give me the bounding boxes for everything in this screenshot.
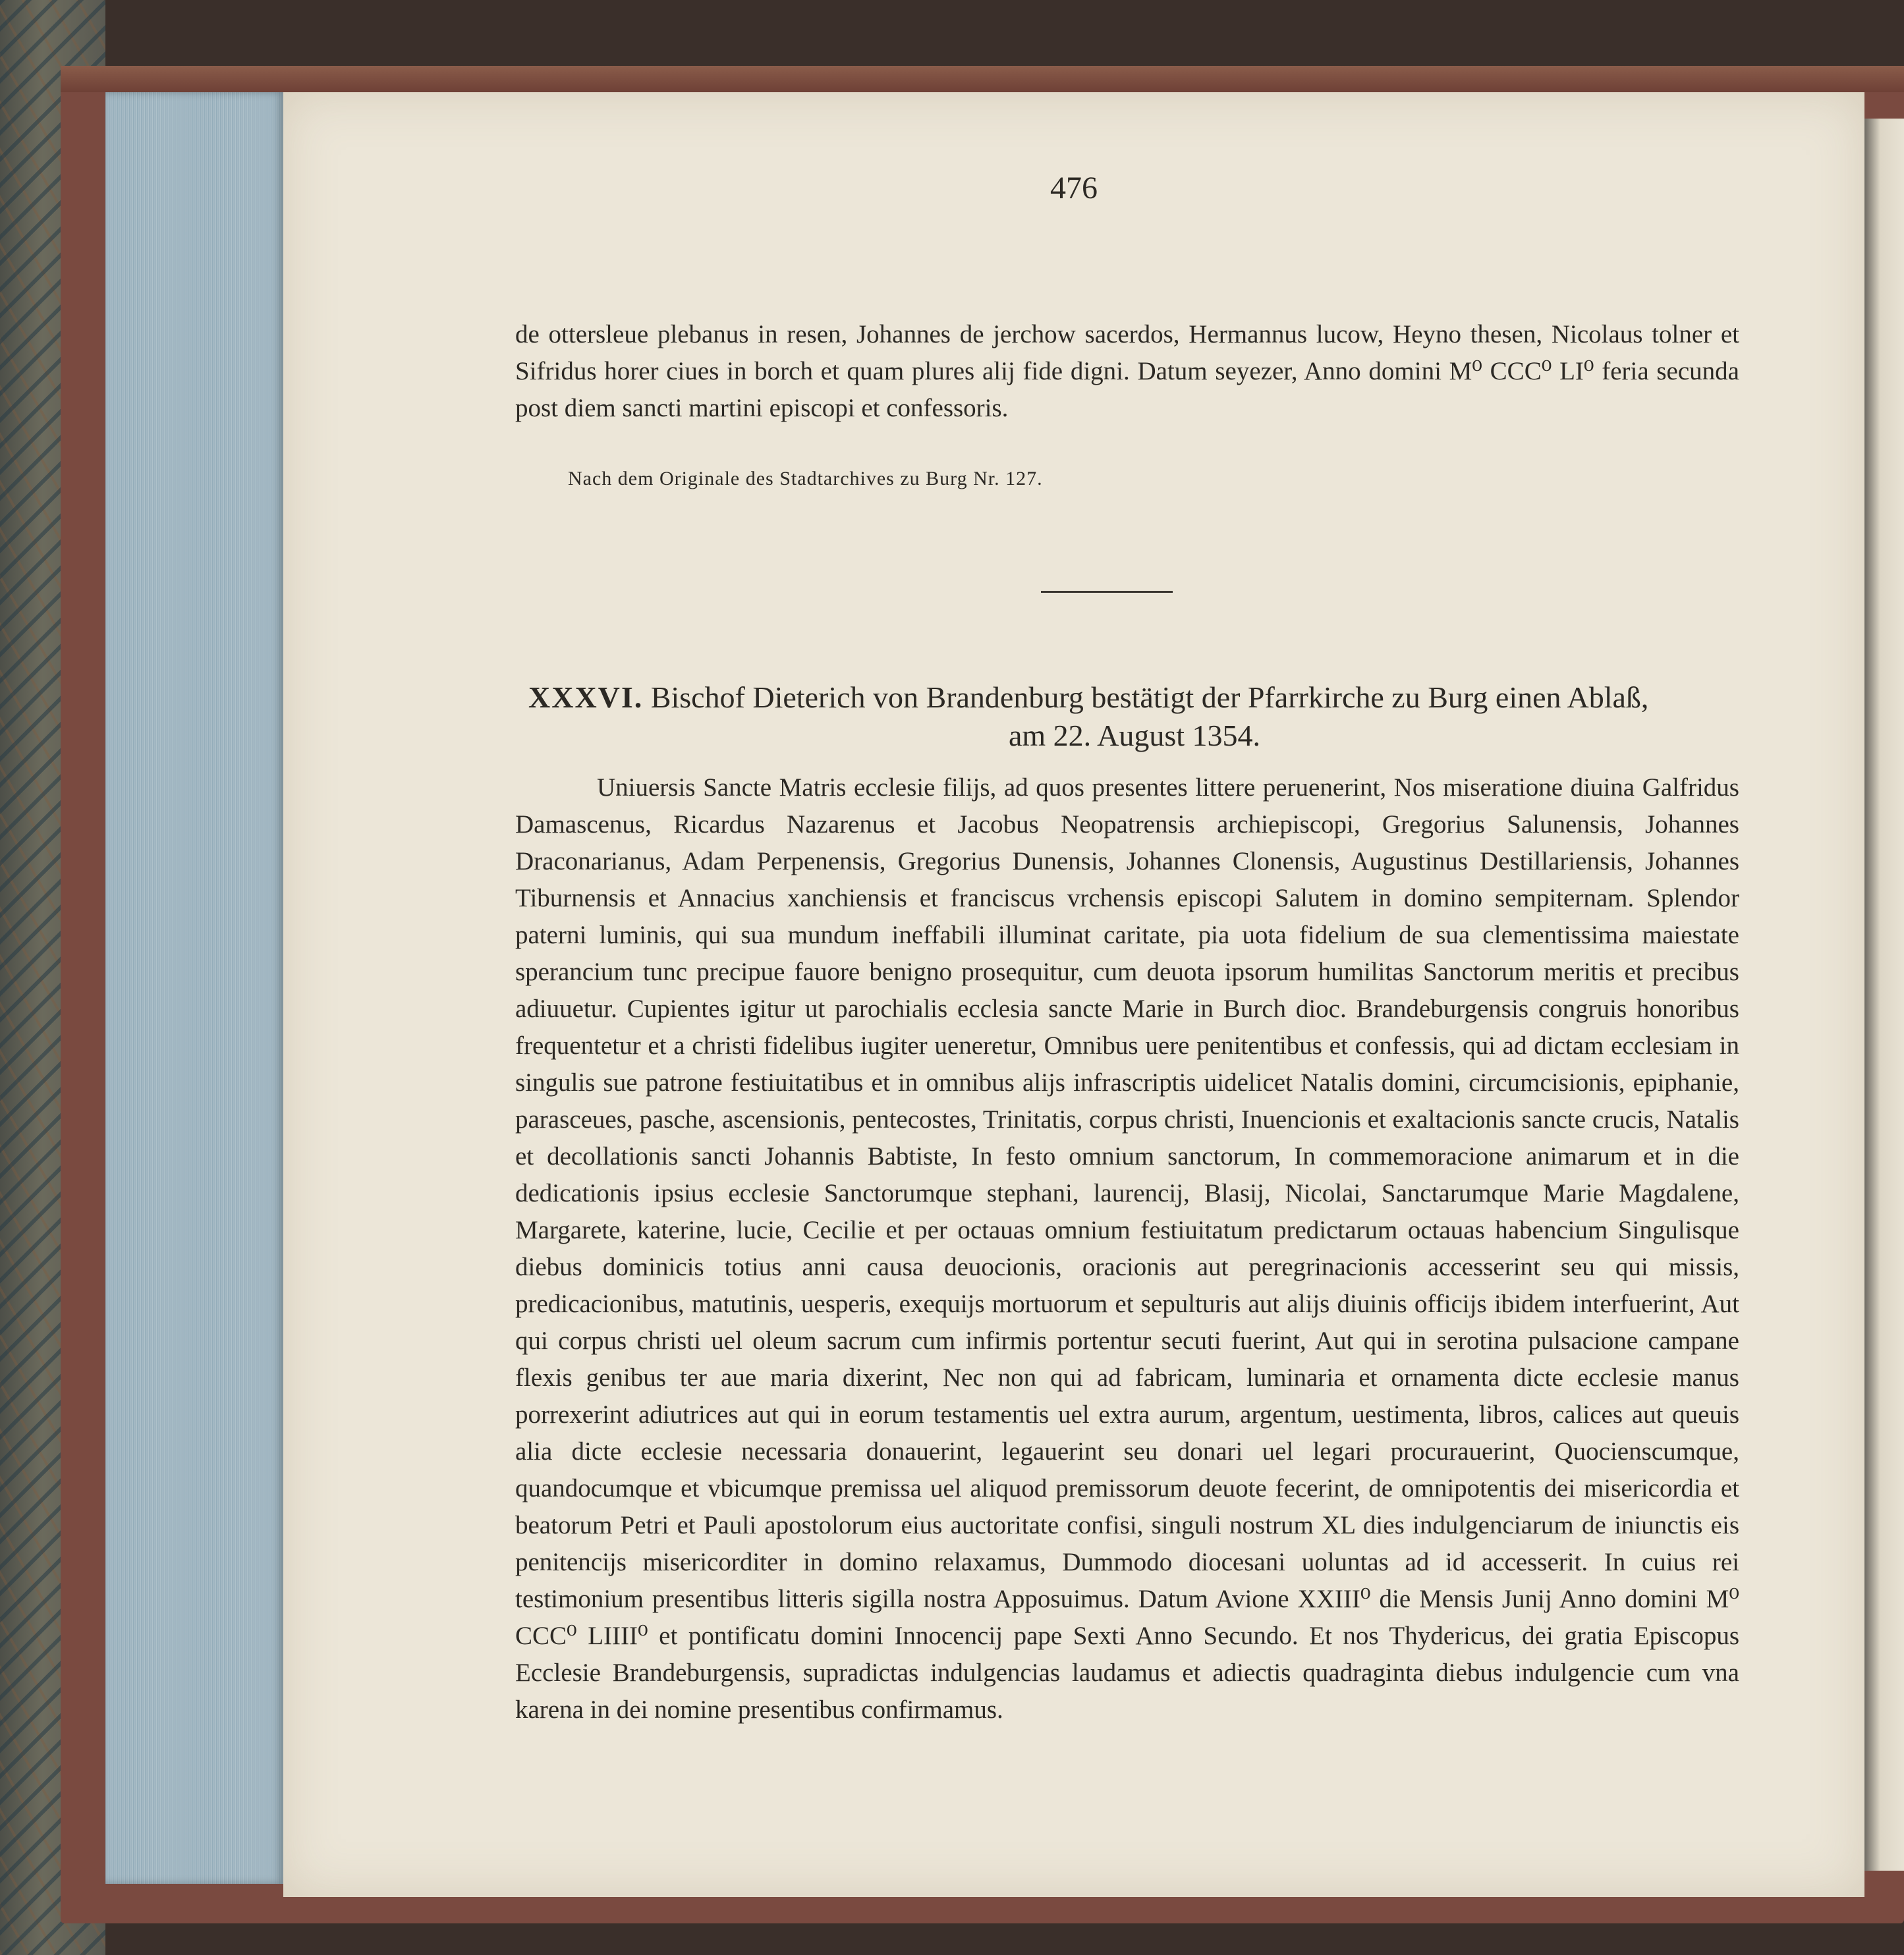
charter-text: Uniuersis Sancte Matris ecclesie filijs, ad quos presentes littere peruenerint, Nos miseratione diuina Galfridus Damascenus, Ricardus Nazarenus et Jacobus Neopatrensis archiepiscopi, Gregorius Salunensis, Johannes Draconarianus, Adam Perpenensis, Gregorius Dunensis, Johannes Clonensis, Augustinus Destillariensis, Johannes Tiburnensis et Annacius xanchiensis et franciscus vrchensis episcopi Salutem in domino sempiternam. Splendor paterni luminis, qui sua mundum ineffabili illuminat caritate, pia uota fidelium de sua clementissima maiestate sperancium tunc precipue fauore benigno prosequitur, cum deuota ipsorum humilitas Sanctorum meritis et precibus adiuuetur. Cupientes igitur ut parochialis ecclesia sancte Marie in Burch dioc. Brandeburgensis congruis honoribus frequentetur et a christi fidelibus iugiter ueneretur, Omnibus uere penitentibus et confessis, qui ad dictam ecclesiam in singulis sue patrone festiuitatibus et in omnibus alijs infrascriptis uidelicet Natalis domini, circumcisionis, epiphanie, parasceues, pasche, ascensionis, pentecostes, Trinitatis, corpus christi, Inuencionis et exaltacionis sancte crucis, Natalis et decollationis sancti Johannis Babtiste, In festo omnium sanctorum, In commemoracione animarum et in die dedicationis ipsius ecclesie Sanctorumque stephani, laurencij, Blasij, Nicolai, Sanctarumque Marie Magdalene, Margarete, katerine, lucie, Cecilie et per octauas omnium festiuitatum predictarum octauas habencium Singulisque diebus dominicis totius anni causa deuocionis, oracionis aut peregrinacionis accesserint seu qui missis, predicacionibus, matutinis, uesperis, exequijs mortuorum et sepulturis aut alijs diuinis officijs ibidem interfuerint, Aut qui corpus christi uel oleum sacrum cum infirmis portentur secuti fuerint, Aut qui in serotina pulsacione campane flexis genibus ter aue maria dixerint, Nec non qui ad fabricam, luminaria et ornamenta dicte ecclesie manus porrexerint adiutrices aut qui in eorum testamentis uel extra aurum, argentum, uestimenta, libros, calices aut queuis alia dicte ecclesie necessaria donauerint, legauerint seu donari uel legari procurauerint, Quocienscumque, quandocumque et vbicumque premissa uel aliquod premissorum deuote fecerint, de omnipotentis dei misericordia et beatorum Petri et Pauli apostolorum eius auctoritate confisi, singuli nostrum XL dies indulgenciarum de iniunctis eis penitencijs misericorditer in domino relaxamus, Dummodo diocesani uoluntas ad id accesserit. In cuius rei testimonium presentibus litteris sigilla nostra Apposuimus. Datum Avione XXIII⁰ die Mensis Junij Anno domini M⁰ CCC⁰ LIIII⁰ et pontificatu domini Innocencij pape Sexti Anno Secundo. Et nos Thydericus, dei gratia Episcopus Ecclesie Brandeburgensis, supradictas indulgencias laudamus et adiectis quadraginta diebus indulgencie cum vna karena in dei nomine presentibus confirmamus. <box>515 773 1739 1724</box>
section-title-line1: Bischof Dieterich von Brandenburg bestätigt der Pfarrkirche zu Burg einen Ablaß, <box>650 680 1649 714</box>
page-stack-edge <box>105 92 283 1884</box>
charter-body <box>515 769 1739 1728</box>
section-title-line2: am 22. August 1354. <box>1008 719 1261 752</box>
facing-page-edge <box>1864 119 1904 1871</box>
book-cover-top-edge <box>61 66 1904 92</box>
page-number: 476 <box>1050 171 1098 206</box>
section-number: XXXVI. <box>528 680 644 714</box>
section-divider <box>1041 591 1173 593</box>
section-heading <box>528 678 1741 755</box>
source-note: Nach dem Originale des Stadtarchives zu Burg Nr. 127. <box>568 468 1043 489</box>
intro-text: de ottersleue plebanus in resen, Johannes de jerchow sacerdos, Hermannus lucow, Heyno thesen, Nicolaus tolner et Sifridus horer ciues in borch et quam plures alij fide digni. Datum seyezer, Anno domini M⁰ CCC⁰ LI⁰ feria secunda post diem sancti martini episcopi et confessoris. <box>515 320 1739 422</box>
book-page <box>283 92 1864 1897</box>
intro-paragraph <box>515 316 1739 427</box>
